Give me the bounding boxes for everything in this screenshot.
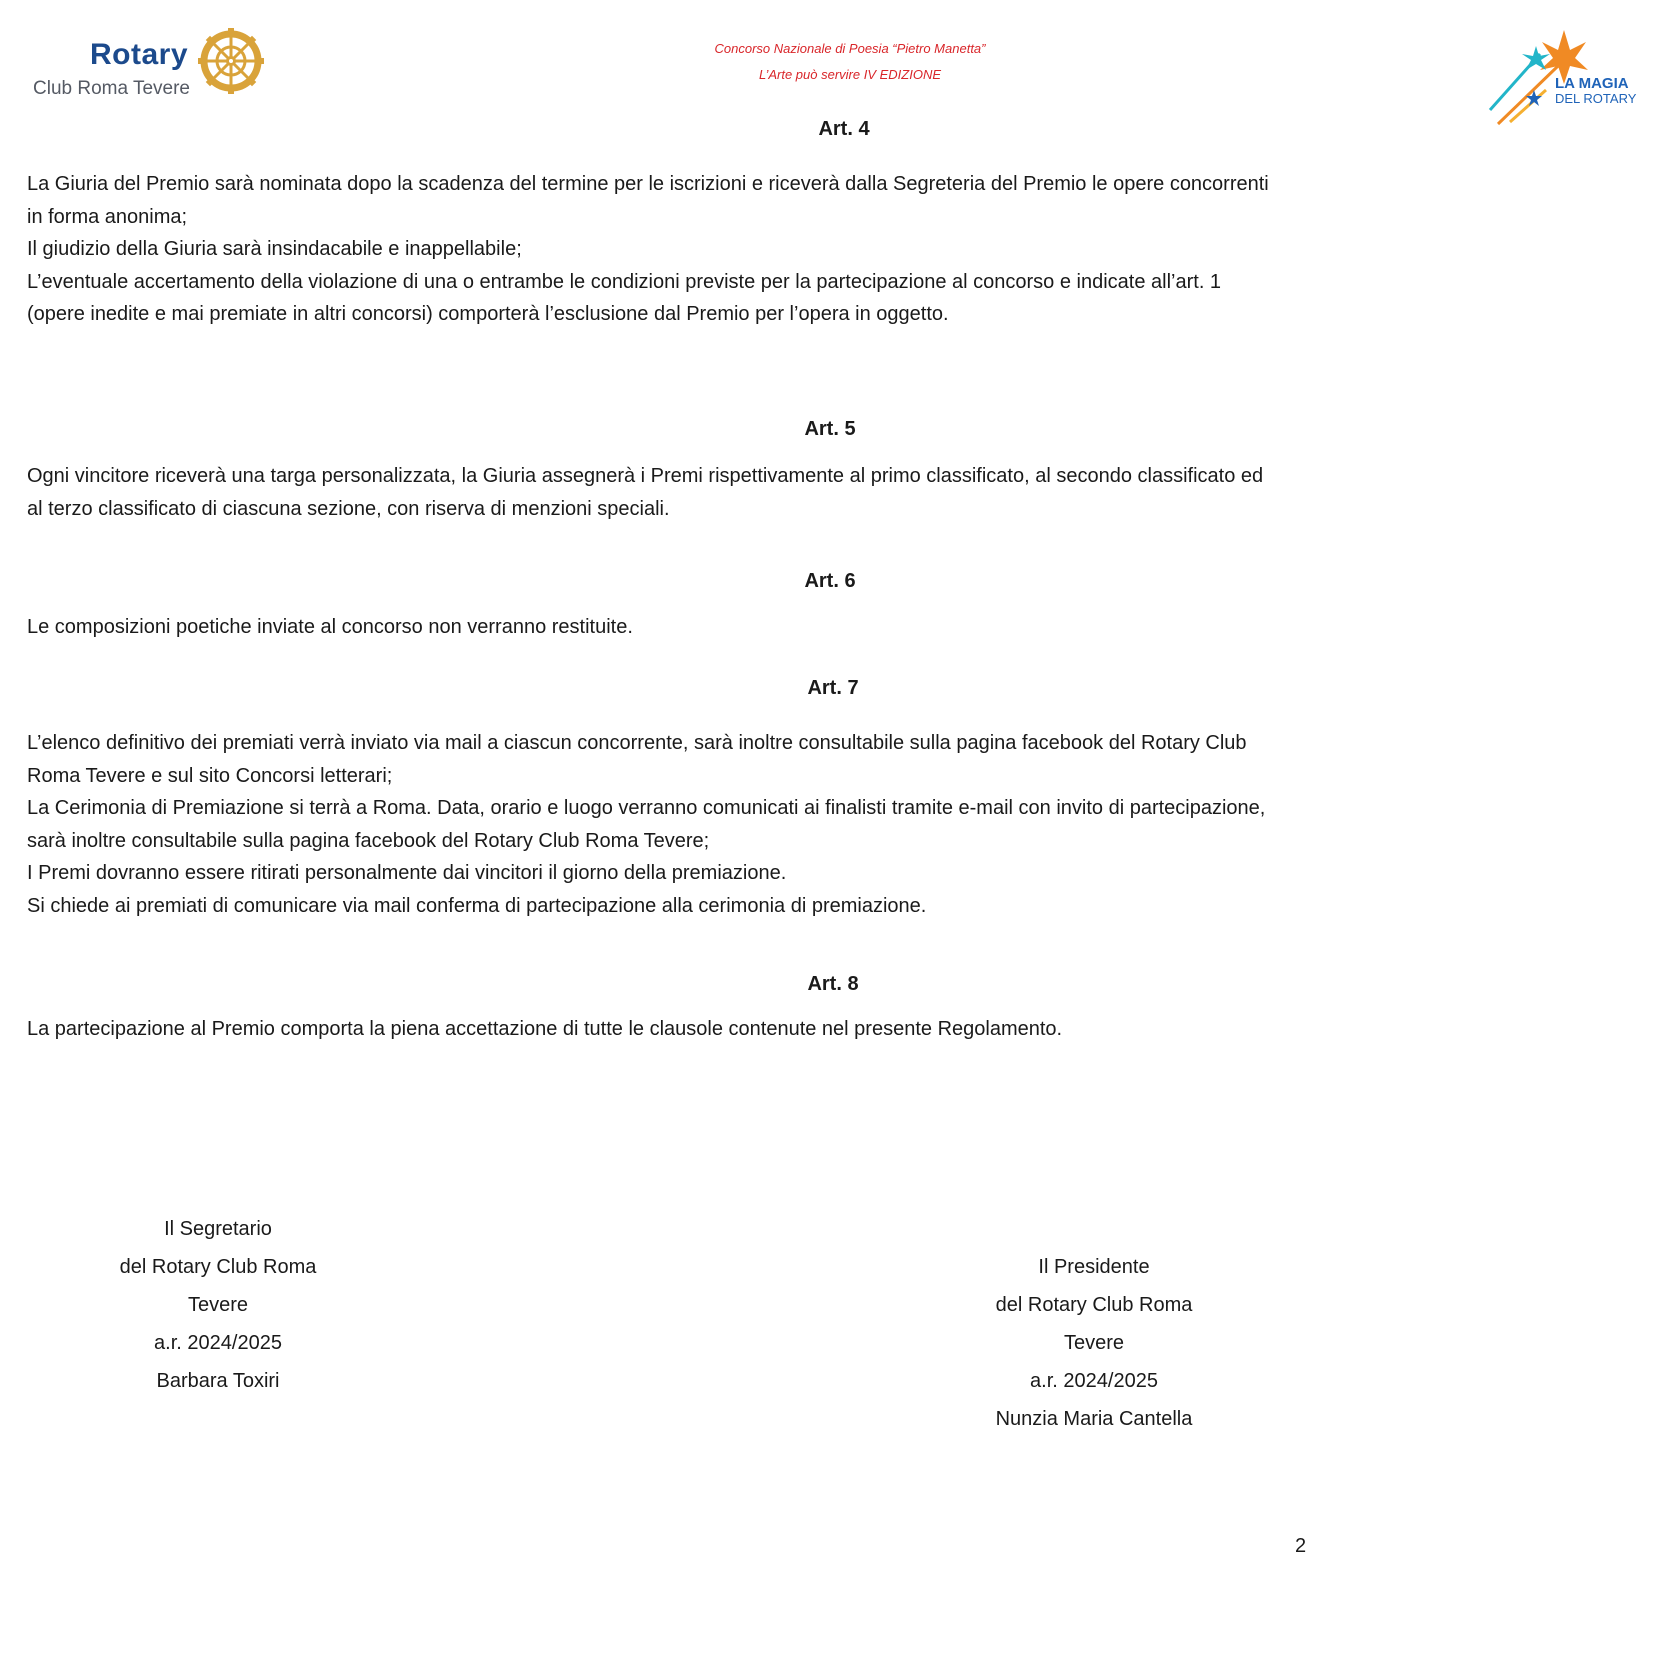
president-signature-block [944, 1248, 1244, 1438]
article-7-paragraph: Si chiede ai premiati di comunicare via mail conferma di partecipazione alla cerimonia di premiazione. [27, 894, 927, 917]
rotary-club-subtitle: Club Roma Tevere [33, 78, 191, 99]
rotary-wheel-icon [198, 28, 264, 94]
signature-line: del Rotary Club Roma [119, 1256, 317, 1278]
article-4-paragraph: Il giudizio della Giuria sarà insindacabile e inappellabile; [27, 238, 522, 261]
signature-line: Nunzia Maria Cantella [995, 1408, 1193, 1430]
page-number: 2 [1295, 1535, 1307, 1557]
article-6-title: Art. 6 [804, 570, 856, 592]
contest-title: Concorso Nazionale di Poesia “Pietro Manetta” [714, 41, 986, 56]
rotary-club-logo [30, 28, 260, 98]
article-7-title: Art. 7 [807, 677, 859, 699]
secretary-signature-block [68, 1210, 368, 1400]
article-7-paragraph: La Cerimonia di Premiazione si terrà a Roma. Data, orario e luogo verranno comunicati ai finalisti tramite e-mail con invito di partecipazione, sarà inoltre consultabile sulla pagina facebook del Rotary Club Roma Tevere; [27, 797, 1266, 852]
signature-line: Tevere [187, 1294, 249, 1316]
article-5-title: Art. 5 [804, 418, 856, 440]
magia-line-1: LA MAGIA [1555, 75, 1629, 92]
article-6-paragraph: Le composizioni poetiche inviate al concorso non verranno restituite. [27, 616, 633, 638]
contest-edition: L’Arte può servire IV EDIZIONE [758, 67, 942, 82]
article-4-title: Art. 4 [818, 118, 870, 140]
signature-line: Tevere [1063, 1332, 1125, 1354]
signature-line: del Rotary Club Roma [995, 1294, 1193, 1316]
signature-line: a.r. 2024/2025 [154, 1332, 282, 1354]
article-4-paragraph: La Giuria del Premio sarà nominata dopo la scadenza del termine per le iscrizioni e riceverà dalla Segreteria del Premio le opere concorrenti in forma anonima; [27, 173, 1269, 228]
article-7-body [27, 727, 1277, 923]
article-4-body [27, 168, 1277, 331]
signature-line: Barbara Toxiri [156, 1370, 280, 1392]
signature-line: Il Segretario [164, 1218, 272, 1240]
signature-line: Il Presidente [1038, 1256, 1150, 1278]
article-7-paragraph: I Premi dovranno essere ritirati personalmente dai vincitori il giorno della premiazione. [27, 862, 787, 885]
article-6-body [27, 611, 1277, 644]
la-magia-del-rotary-logo [1480, 28, 1640, 128]
article-8-title: Art. 8 [807, 973, 859, 995]
article-5-body [27, 460, 1277, 525]
article-7-paragraph: L’elenco definitivo dei premiati verrà inviato via mail a ciascun concorrente, sarà inoltre consultabile sulla pagina facebook del Rotary Club Roma Tevere e sul sito Concorsi letterari; [27, 732, 1247, 787]
signature-line: a.r. 2024/2025 [1030, 1370, 1158, 1392]
magia-line-2: DEL ROTARY [1555, 91, 1637, 106]
article-4-paragraph: L’eventuale accertamento della violazione di una o entrambe le condizioni previste per la partecipazione al concorso e indicate all’art. 1 (opere inedite e mai premiate in altri concorsi) comporterà l’esclusione dal Premio per l’opera in oggetto. [27, 270, 1222, 326]
rotary-wordmark: Rotary [90, 38, 189, 71]
contest-header [600, 36, 1100, 88]
article-8-paragraph: La partecipazione al Premio comporta la piena accettazione di tutte le clausole contenute nel presente Regolamento. [27, 1018, 1063, 1040]
article-5-paragraph: Ogni vincitore riceverà una targa personalizzata, la Giuria assegnerà i Premi rispettivamente al primo classificato, al secondo classificato ed al terzo classificato di ciascuna sezione, con riserva di menzioni speciali. [27, 465, 1264, 520]
article-8-body [27, 1013, 1277, 1046]
